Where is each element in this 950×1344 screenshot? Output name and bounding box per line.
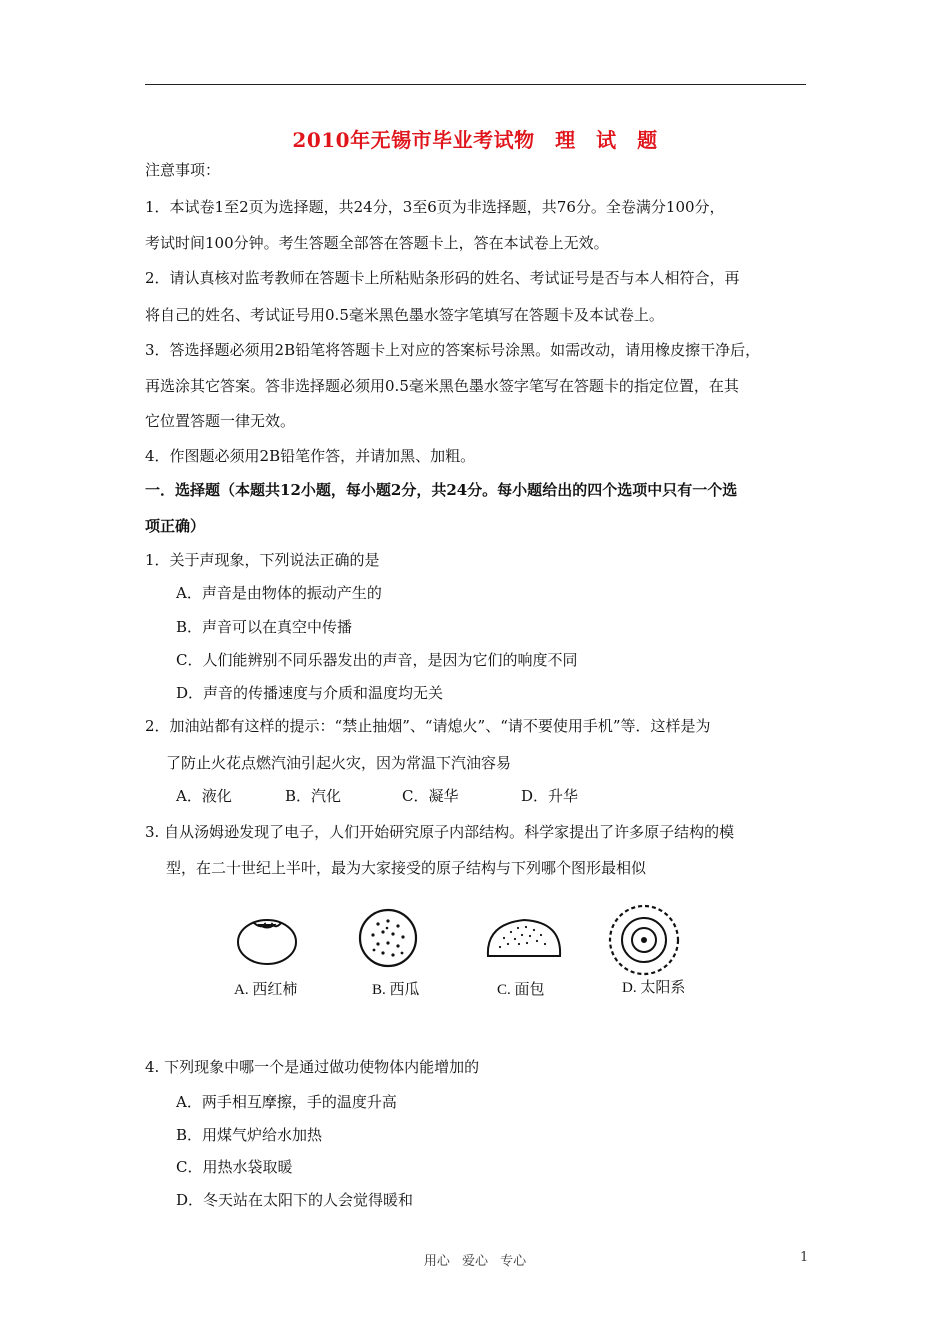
question-2-stem: 了防止火花点燃汽油引起火灾，因为常温下汽油容易 <box>166 754 512 772</box>
notice-line: 2．请认真核对监考教师在答题卡上所粘贴条形码的姓名、考试证号是否与本人相符合，再 <box>145 269 740 287</box>
question-1-option-d: D．声音的传播速度与介质和温度均无关 <box>176 684 444 702</box>
question-4-option-c: C．用热水袋取暖 <box>176 1158 293 1176</box>
question-2-option-b: B．汽化 <box>285 787 342 805</box>
figure-label-b: B. 西瓜 <box>372 982 420 998</box>
question-1-option-b: B．声音可以在真空中传播 <box>176 618 353 636</box>
watermelon-icon <box>356 906 420 970</box>
bread-icon <box>484 914 564 964</box>
question-3-stem: 3. 自从汤姆逊发现了电子，人们开始研究原子内部结构。科学家提出了许多原子结构的模 <box>145 823 735 841</box>
question-2-option-d: D．升华 <box>521 787 579 805</box>
section-heading: 项正确） <box>145 517 206 535</box>
notice-heading: 注意事项： <box>145 161 221 179</box>
question-2-stem: 2．加油站都有这样的提示：“禁止抽烟”、“请熄火”、“请不要使用手机”等．这样是为 <box>145 717 711 735</box>
notice-line: 再选涂其它答案。答非选择题必须用0.5毫米黑色墨水签字笔写在答题卡的指定位置，在其 <box>145 377 739 395</box>
page-footer: 用心 爱心 专心 <box>423 1254 527 1269</box>
question-4-option-d: D．冬天站在太阳下的人会觉得暖和 <box>176 1191 414 1209</box>
question-1-option-c: C．人们能辨别不同乐器发出的声音，是因为它们的响度不同 <box>176 651 578 669</box>
figure-label-d: D. 太阳系 <box>622 980 686 996</box>
tomato-icon <box>234 912 300 968</box>
question-1-option-a: A．声音是由物体的振动产生的 <box>176 584 382 602</box>
question-2-option-a: A．液化 <box>176 787 232 805</box>
question-3-stem: 型，在二十世纪上半叶，最为大家接受的原子结构与下列哪个图形最相似 <box>166 859 647 877</box>
question-2-option-c: C．凝华 <box>402 787 459 805</box>
question-1-stem: 1．关于声现象，下列说法正确的是 <box>145 551 380 569</box>
question-4-option-a: A．两手相互摩擦，手的温度升高 <box>176 1093 397 1111</box>
notice-line: 1．本试卷1至2页为选择题，共24分，3至6页为非选择题，共76分。全卷满分100分， <box>145 198 725 216</box>
notice-line: 它位置答题一律无效。 <box>145 412 296 430</box>
figure-label-a: A. 西红柿 <box>234 982 298 998</box>
page-title: 2010年无锡市毕业考试物 理 试 题 <box>292 128 658 152</box>
question-4-option-b: B．用煤气炉给水加热 <box>176 1126 323 1144</box>
solar-system-icon <box>606 902 682 978</box>
notice-line: 4．作图题必须用2B铅笔作答，并请加黑、加粗。 <box>145 447 476 465</box>
question-4-stem: 4. 下列现象中哪一个是通过做功使物体内能增加的 <box>145 1058 480 1076</box>
notice-line: 将自己的姓名、考试证号用0.5毫米黑色墨水签字笔填写在答题卡及本试卷上。 <box>145 306 664 324</box>
figure-label-c: C. 面包 <box>497 982 545 998</box>
header-rule <box>145 84 806 85</box>
section-heading: 一．选择题（本题共12小题，每小题2分，共24分。每小题给出的四个选项中只有一个选 <box>145 481 738 499</box>
page-number: 1 <box>800 1250 809 1265</box>
notice-line: 考试时间100分钟。考生答题全部答在答题卡上，答在本试卷上无效。 <box>145 234 609 252</box>
notice-line: 3．答选择题必须用2B铅笔将答题卡上对应的答案标号涂黑。如需改动，请用橡皮擦干净后， <box>145 341 761 359</box>
